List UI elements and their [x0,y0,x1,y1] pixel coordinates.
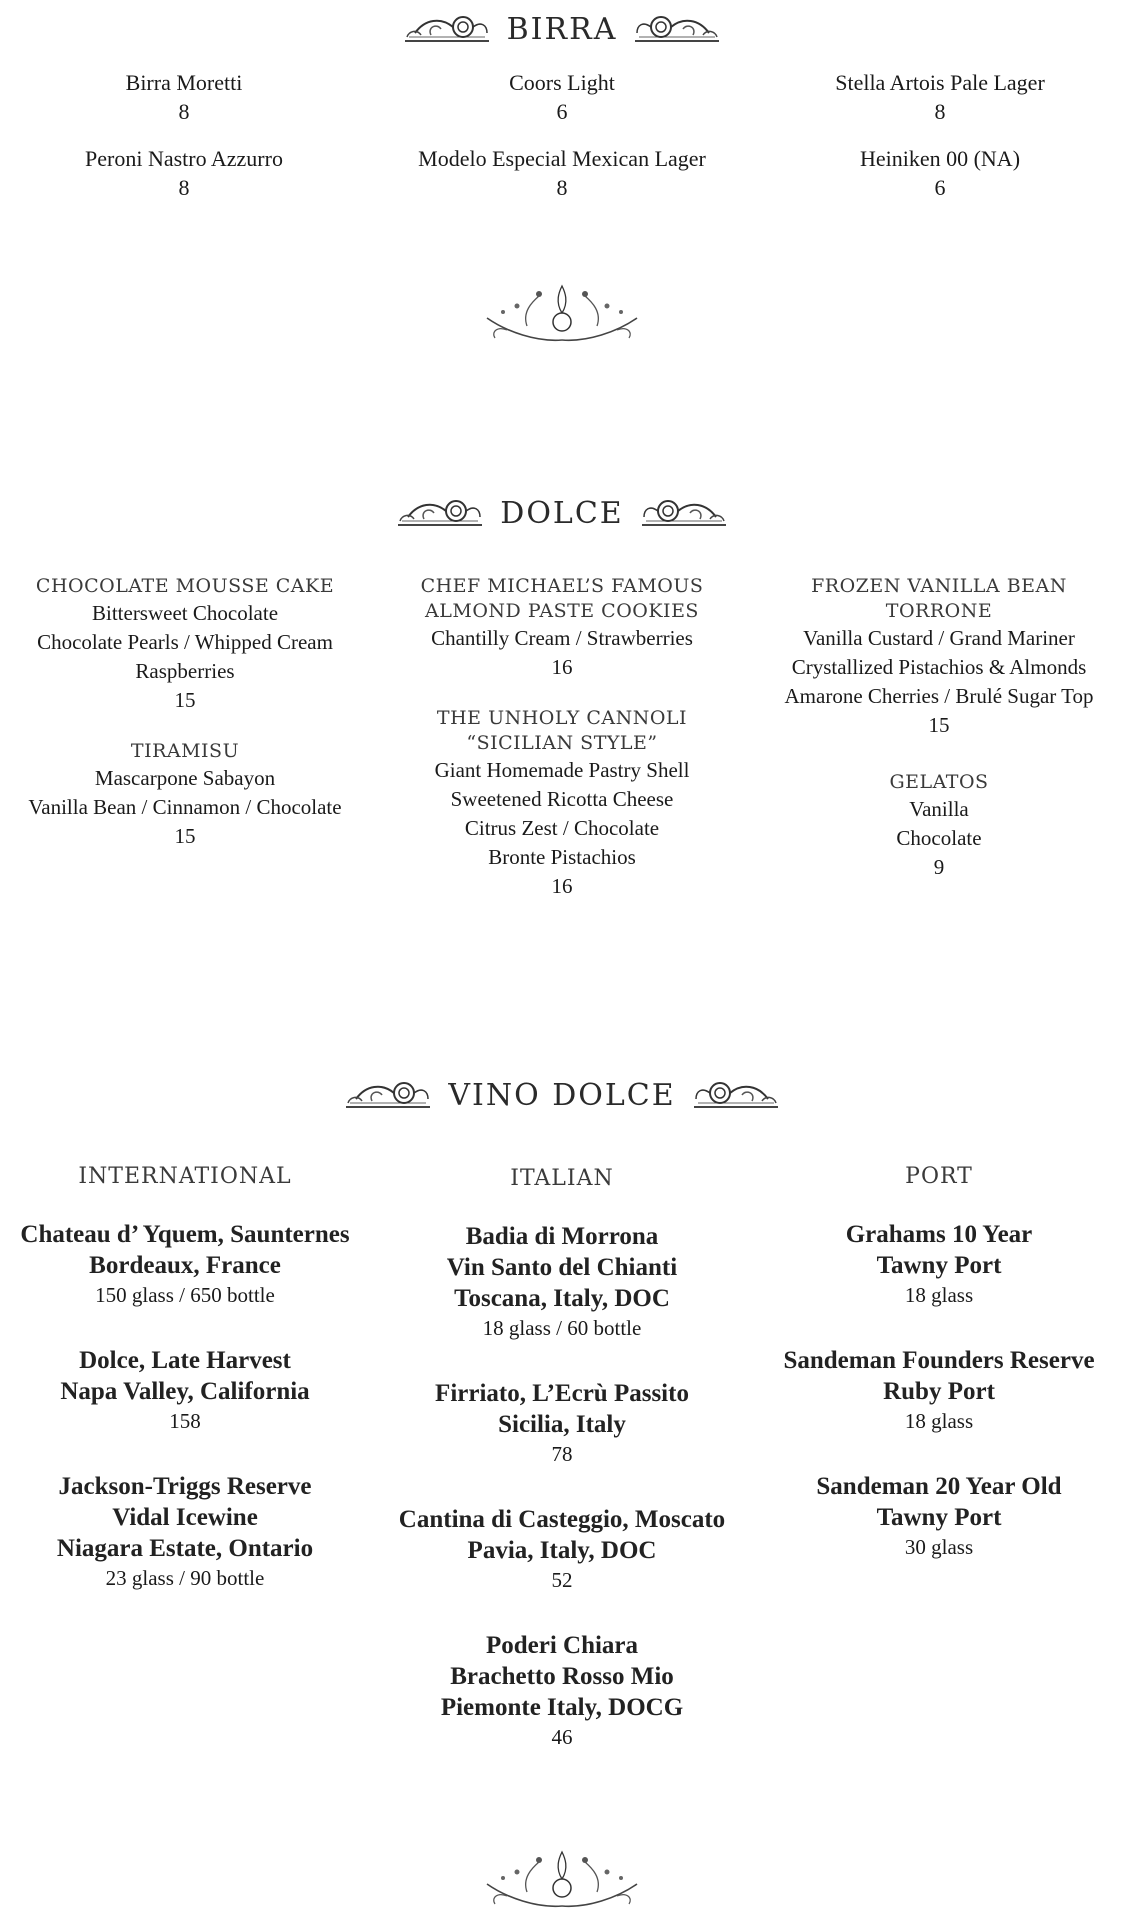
port-heading: PORT [905,1164,973,1189]
dessert-item [754,574,1124,740]
wine-name: Jackson-Triggs Reserve [58,1473,312,1500]
dessert-title: CHEF MICHAEL’S FAMOUS [420,575,704,597]
dessert-desc: Amarone Cherries / Brulé Sugar Top [784,684,1094,708]
dessert-price: 9 [933,855,945,879]
vino-dolce-title: VINO DOLCE [448,1078,676,1113]
wine-name: Sicilia, Italy [498,1411,626,1438]
beer-price: 6 [934,175,946,200]
port-column [754,1164,1124,1597]
wine-price: 46 [551,1725,573,1749]
beer-price: 8 [178,99,190,124]
dessert-desc: Bittersweet Chocolate [91,601,279,625]
scroll-ornament-left-icon [401,13,493,47]
wine-name: Toscana, Italy, DOC [454,1285,670,1312]
dolce-title: DOLCE [500,496,624,531]
floral-flourish-icon [467,282,657,352]
dessert-title: TIRAMISU [130,740,240,762]
dessert-desc: Sweetened Ricotta Cheese [450,787,674,811]
dessert-desc: Mascarpone Sabayon [94,766,276,790]
beer-item [760,68,1120,126]
birra-title: BIRRA [506,12,618,47]
beer-price: 6 [556,99,568,124]
dessert-item [0,739,370,851]
dessert-item [0,574,370,715]
wine-price: 30 glass [904,1535,974,1559]
dessert-desc: Vanilla Bean / Cinnamon / Chocolate [28,795,342,819]
dessert-desc: Crystallized Pistachios & Almonds [791,655,1087,679]
beer-name: Peroni Nastro Azzurro [85,146,283,171]
wine-item [377,1630,747,1751]
beer-name: Heiniken 00 (NA) [859,146,1021,171]
beer-item [382,68,742,126]
dessert-title: CHOCOLATE MOUSSE CAKE [35,575,335,597]
wine-name: Ruby Port [883,1378,995,1405]
dessert-desc: Vanilla Custard / Grand Mariner [803,626,1075,650]
scroll-ornament-right-icon [638,497,730,531]
dessert-desc: Chantilly Cream / Strawberries [431,626,693,650]
dessert-price: 15 [174,824,196,848]
international-heading: INTERNATIONAL [78,1164,292,1189]
wine-item [754,1471,1124,1561]
scroll-ornament-left-icon [394,497,486,531]
beer-name: Coors Light [509,70,615,95]
birra-header [0,12,1124,47]
italian-heading: ITALIAN [510,1166,614,1191]
wine-name: Firriato, L’Ecrù Passito [435,1380,689,1407]
wine-name: Sandeman Founders Reserve [783,1347,1095,1374]
dolce-header [0,496,1124,531]
wine-name: Vidal Icewine [112,1504,258,1531]
vino-dolce-header [0,1078,1124,1113]
dessert-desc: Giant Homemade Pastry Shell [434,758,690,782]
wine-price: 18 glass [904,1409,974,1433]
dolce-column-2 [377,574,747,925]
wine-price: 18 glass [904,1283,974,1307]
dessert-title: ALMOND PASTE COOKIES [425,600,699,622]
wine-name: Poderi Chiara [485,1632,639,1659]
wine-name: Sandeman 20 Year Old [816,1473,1062,1500]
beer-price: 8 [934,99,946,124]
beer-name: Modelo Especial Mexican Lager [418,146,706,171]
wine-price: 23 glass / 90 bottle [105,1566,265,1590]
wine-item [754,1219,1124,1309]
wine-name: Vin Santo del Chianti [446,1254,678,1281]
beer-item [382,144,742,202]
dessert-price: 15 [928,713,950,737]
dessert-item [377,574,747,682]
scroll-ornament-right-icon [631,13,723,47]
wine-item [0,1219,370,1309]
dessert-item [377,706,747,901]
dessert-title: FROZEN VANILLA BEAN [811,575,1067,597]
wine-item [0,1345,370,1435]
dessert-title: THE UNHOLY CANNOLI [436,707,688,729]
wine-item [0,1471,370,1592]
wine-price: 52 [551,1568,573,1592]
wine-name: Tawny Port [876,1252,1002,1279]
italian-column [377,1166,747,1787]
wine-price: 78 [551,1442,573,1466]
dolce-column-3 [754,574,1124,906]
wine-price: 158 [169,1409,201,1433]
wine-name: Dolce, Late Harvest [79,1347,291,1374]
wine-item [377,1221,747,1342]
dessert-desc: Chocolate [896,826,982,850]
dessert-desc: Bronte Pistachios [488,845,636,869]
wine-price: 150 glass / 650 bottle [95,1283,275,1307]
wine-name: Cantina di Casteggio, Moscato [398,1506,726,1533]
dessert-desc: Chocolate Pearls / Whipped Cream [37,630,333,654]
dessert-desc: Vanilla [909,797,969,821]
dessert-desc: Citrus Zest / Chocolate [464,816,660,840]
dessert-title: “SICILIAN STYLE” [466,732,658,754]
wine-price: 18 glass / 60 bottle [482,1316,642,1340]
wine-name: Badia di Morrona [465,1223,659,1250]
beer-item [760,144,1120,202]
wine-name: Napa Valley, California [60,1378,310,1405]
beer-price: 8 [556,175,568,200]
beer-name: Stella Artois Pale Lager [835,70,1045,95]
wine-name: Niagara Estate, Ontario [56,1535,314,1562]
international-column [0,1164,370,1628]
wine-name: Brachetto Rosso Mio [450,1663,674,1690]
dessert-price: 16 [551,655,573,679]
scroll-ornament-right-icon [690,1079,782,1113]
wine-item [754,1345,1124,1435]
dessert-desc: Raspberries [135,659,235,683]
wine-item [377,1378,747,1468]
wine-name: Pavia, Italy, DOC [467,1537,657,1564]
dessert-price: 15 [174,688,196,712]
wine-name: Tawny Port [876,1504,1002,1531]
scroll-ornament-left-icon [342,1079,434,1113]
dessert-title: GELATOS [889,771,989,793]
beer-name: Birra Moretti [125,70,243,95]
dessert-price: 16 [551,874,573,898]
wine-name: Bordeaux, France [89,1252,281,1279]
dessert-title: TORRONE [885,600,993,622]
wine-name: Chateau d’ Yquem, Saunternes [20,1221,350,1248]
beer-price: 8 [178,175,190,200]
beer-item [4,68,364,126]
wine-name: Grahams 10 Year [845,1221,1033,1248]
dolce-column-1 [0,574,370,875]
floral-flourish-icon [467,1848,657,1918]
wine-name: Piemonte Italy, DOCG [440,1694,684,1721]
dessert-item [754,770,1124,882]
beer-item [4,144,364,202]
wine-item [377,1504,747,1594]
